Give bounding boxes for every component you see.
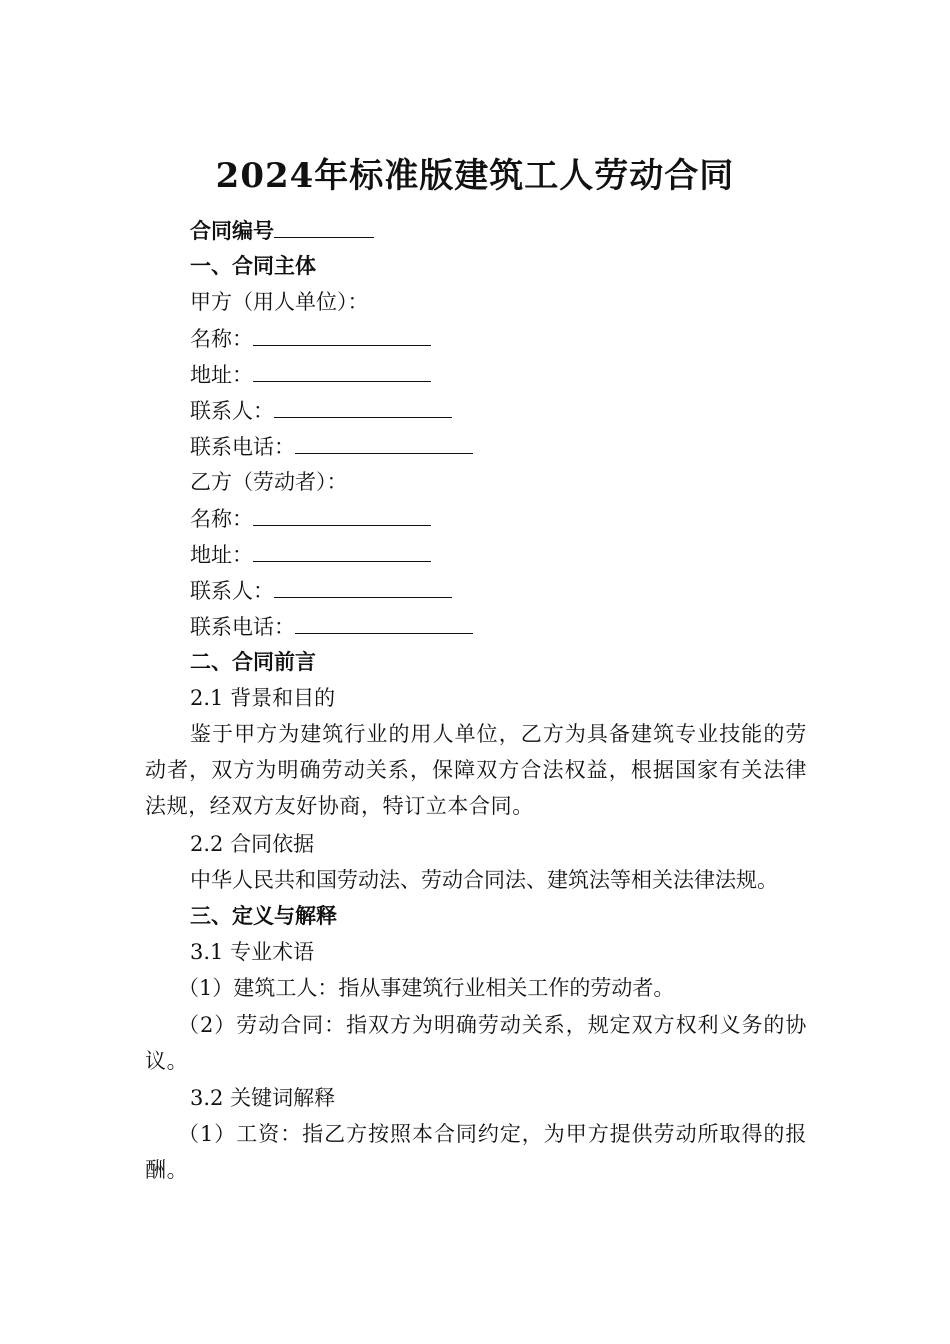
party-a-phone-blank[interactable] [295,431,473,454]
section-2-1-text: 鉴于甲方为建筑行业的用人单位，乙方为具备建筑专业技能的劳动者，双方为明确劳动关系，保障双方合法权益，根据国家有关法律法规，经双方友好协商，特订立本合同。 [145,722,807,818]
party-a-name-line [190,323,431,354]
party-a-name-blank[interactable] [253,323,431,346]
section-3-1-title: 3.1 专业术语 [190,940,315,964]
party-a-contact-label: 联系人： [190,399,274,423]
party-b-label: 乙方（劳动者）： [190,470,348,494]
section-2-1-title: 2.1 背景和目的 [190,686,336,710]
section-3-2-title: 3.2 关键词解释 [190,1086,336,1110]
party-a-address-line [190,359,431,390]
contract-number-line [190,215,374,246]
party-a-address-label: 地址： [190,363,253,387]
party-a-name-label: 名称： [190,327,253,351]
party-a-address-blank[interactable] [253,359,431,382]
party-a-label: 甲方（用人单位）： [190,290,369,314]
party-b-address-label: 地址： [190,543,253,567]
party-a-phone-label: 联系电话： [190,435,295,459]
section-3-heading: 三、定义与解释 [190,903,337,928]
contract-number-blank[interactable] [274,215,374,238]
party-b-contact-label: 联系人： [190,579,274,603]
party-b-name-line [190,503,431,534]
section-3-1-item-1: （1）建筑工人：指从事建筑行业相关工作的劳动者。 [178,976,675,1000]
party-a-phone-line [190,431,473,462]
party-b-contact-blank[interactable] [274,575,452,598]
party-b-phone-blank[interactable] [295,611,473,634]
party-a-contact-blank[interactable] [274,395,452,418]
party-b-phone-line [190,611,473,642]
section-2-heading: 二、合同前言 [190,649,316,674]
party-b-name-label: 名称： [190,507,253,531]
party-b-address-blank[interactable] [253,539,431,562]
party-b-phone-label: 联系电话： [190,615,295,639]
party-a-contact-line [190,395,452,426]
section-3-2-item-1: （1）工资：指乙方按照本合同约定，为甲方提供劳动所取得的报酬。 [145,1122,807,1182]
contract-number-label: 合同编号 [190,218,274,243]
party-b-name-blank[interactable] [253,503,431,526]
section-2-2-title: 2.2 合同依据 [190,832,315,856]
section-1-heading: 一、合同主体 [190,253,316,278]
section-2-2-text: 中华人民共和国劳动法、劳动合同法、建筑法等相关法律法规。 [190,868,778,892]
document-title: 2024年标准版建筑工人劳动合同 [215,156,735,196]
party-b-contact-line [190,575,452,606]
party-b-address-line [190,539,431,570]
section-3-1-item-2: （2）劳动合同：指双方为明确劳动关系，规定双方权利义务的协议。 [145,1013,807,1073]
